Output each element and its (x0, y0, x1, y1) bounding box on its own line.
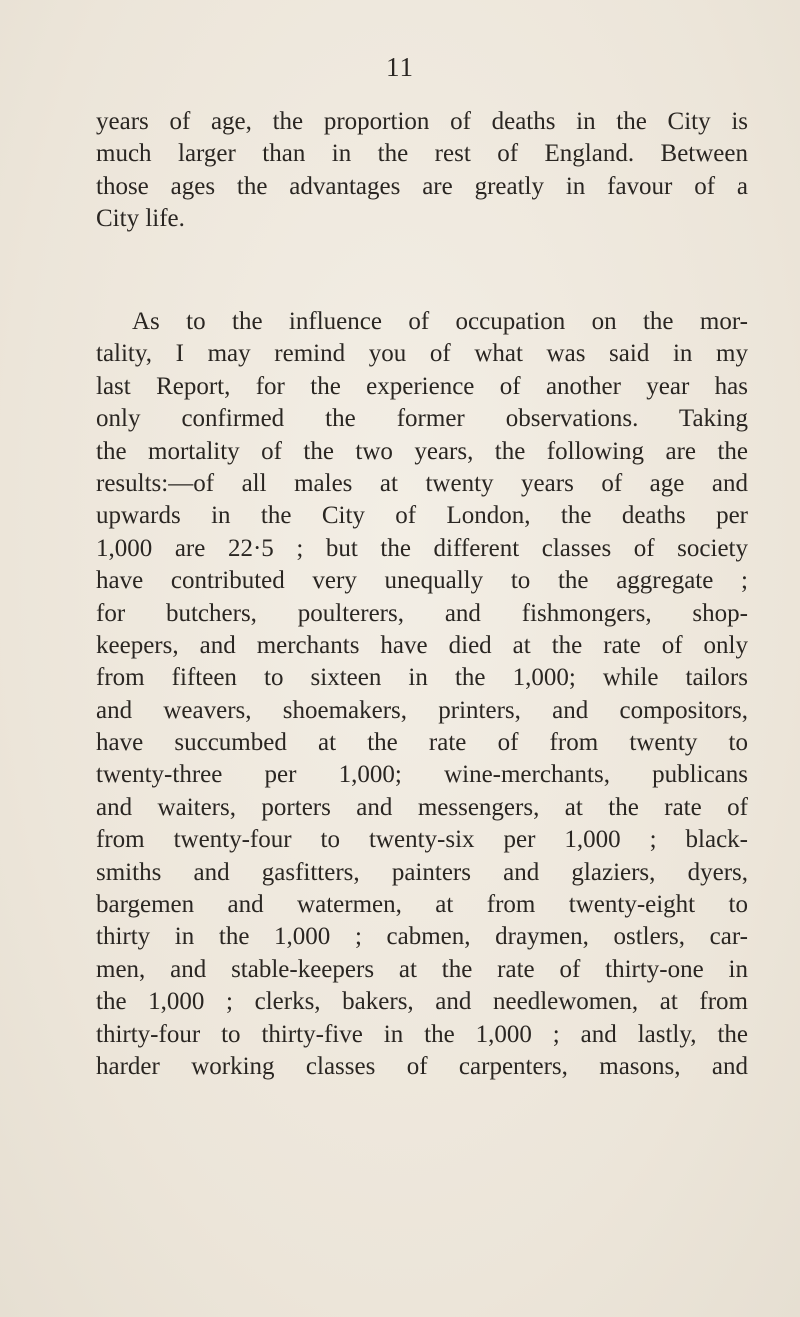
text-line: harder working classes of carpenters, masons, and (96, 1052, 748, 1080)
text-line: tality, I may remind you of what was said in my (96, 340, 748, 368)
text-line: last Report, for the experience of another year has (96, 372, 748, 400)
page-number: 11 (386, 52, 414, 82)
text-line: 1,000 are 22·5 ; but the different classes of society (96, 534, 748, 562)
text-line: bargemen and watermen, at from twenty-eight to (96, 891, 748, 919)
text-line: upwards in the City of London, the deaths per (96, 502, 748, 530)
paragraph-occupation-mortality (96, 306, 748, 1083)
text-line: thirty-four to thirty-five in the 1,000 ; and lastly, the (96, 1020, 748, 1048)
text-line: men, and stable-keepers at the rate of thirty-one in (96, 955, 748, 983)
text-line: As to the influence of occupation on the mor- (132, 308, 748, 335)
text-line: from fifteen to sixteen in the 1,000; while tailors (96, 664, 748, 692)
text-line: and waiters, porters and messengers, at the rate of (96, 793, 748, 821)
text-line: those ages the advantages are greatly in favour of a (96, 172, 748, 200)
text-line: City life. (96, 205, 185, 233)
text-line: years of age, the proportion of deaths in the City is (96, 108, 748, 135)
text-line: much larger than in the rest of England. Between (96, 140, 748, 168)
text-line: and weavers, shoemakers, printers, and compositors, (96, 696, 748, 724)
text-line: keepers, and merchants have died at the rate of only (96, 631, 748, 659)
text-line: thirty in the 1,000 ; cabmen, draymen, ostlers, car- (96, 923, 748, 951)
text-line: results:—of all males at twenty years of age and (96, 469, 748, 497)
text-line: only confirmed the former observations. Taking (96, 405, 748, 433)
text-line: smiths and gasfitters, painters and glaziers, dyers, (96, 858, 748, 886)
text-line: twenty-three per 1,000; wine-merchants, publicans (96, 761, 748, 789)
paragraph-city-life (96, 106, 748, 236)
text-line: have succumbed at the rate of from twenty to (96, 729, 748, 757)
text-line: the 1,000 ; clerks, bakers, and needlewomen, at from (96, 988, 748, 1016)
text-line: for butchers, poulterers, and fishmongers, shop- (96, 599, 748, 627)
text-line: the mortality of the two years, the following are the (96, 437, 748, 465)
text-line: have contributed very unequally to the aggregate ; (96, 567, 748, 595)
text-line: from twenty-four to twenty-six per 1,000 ; black- (96, 826, 748, 854)
